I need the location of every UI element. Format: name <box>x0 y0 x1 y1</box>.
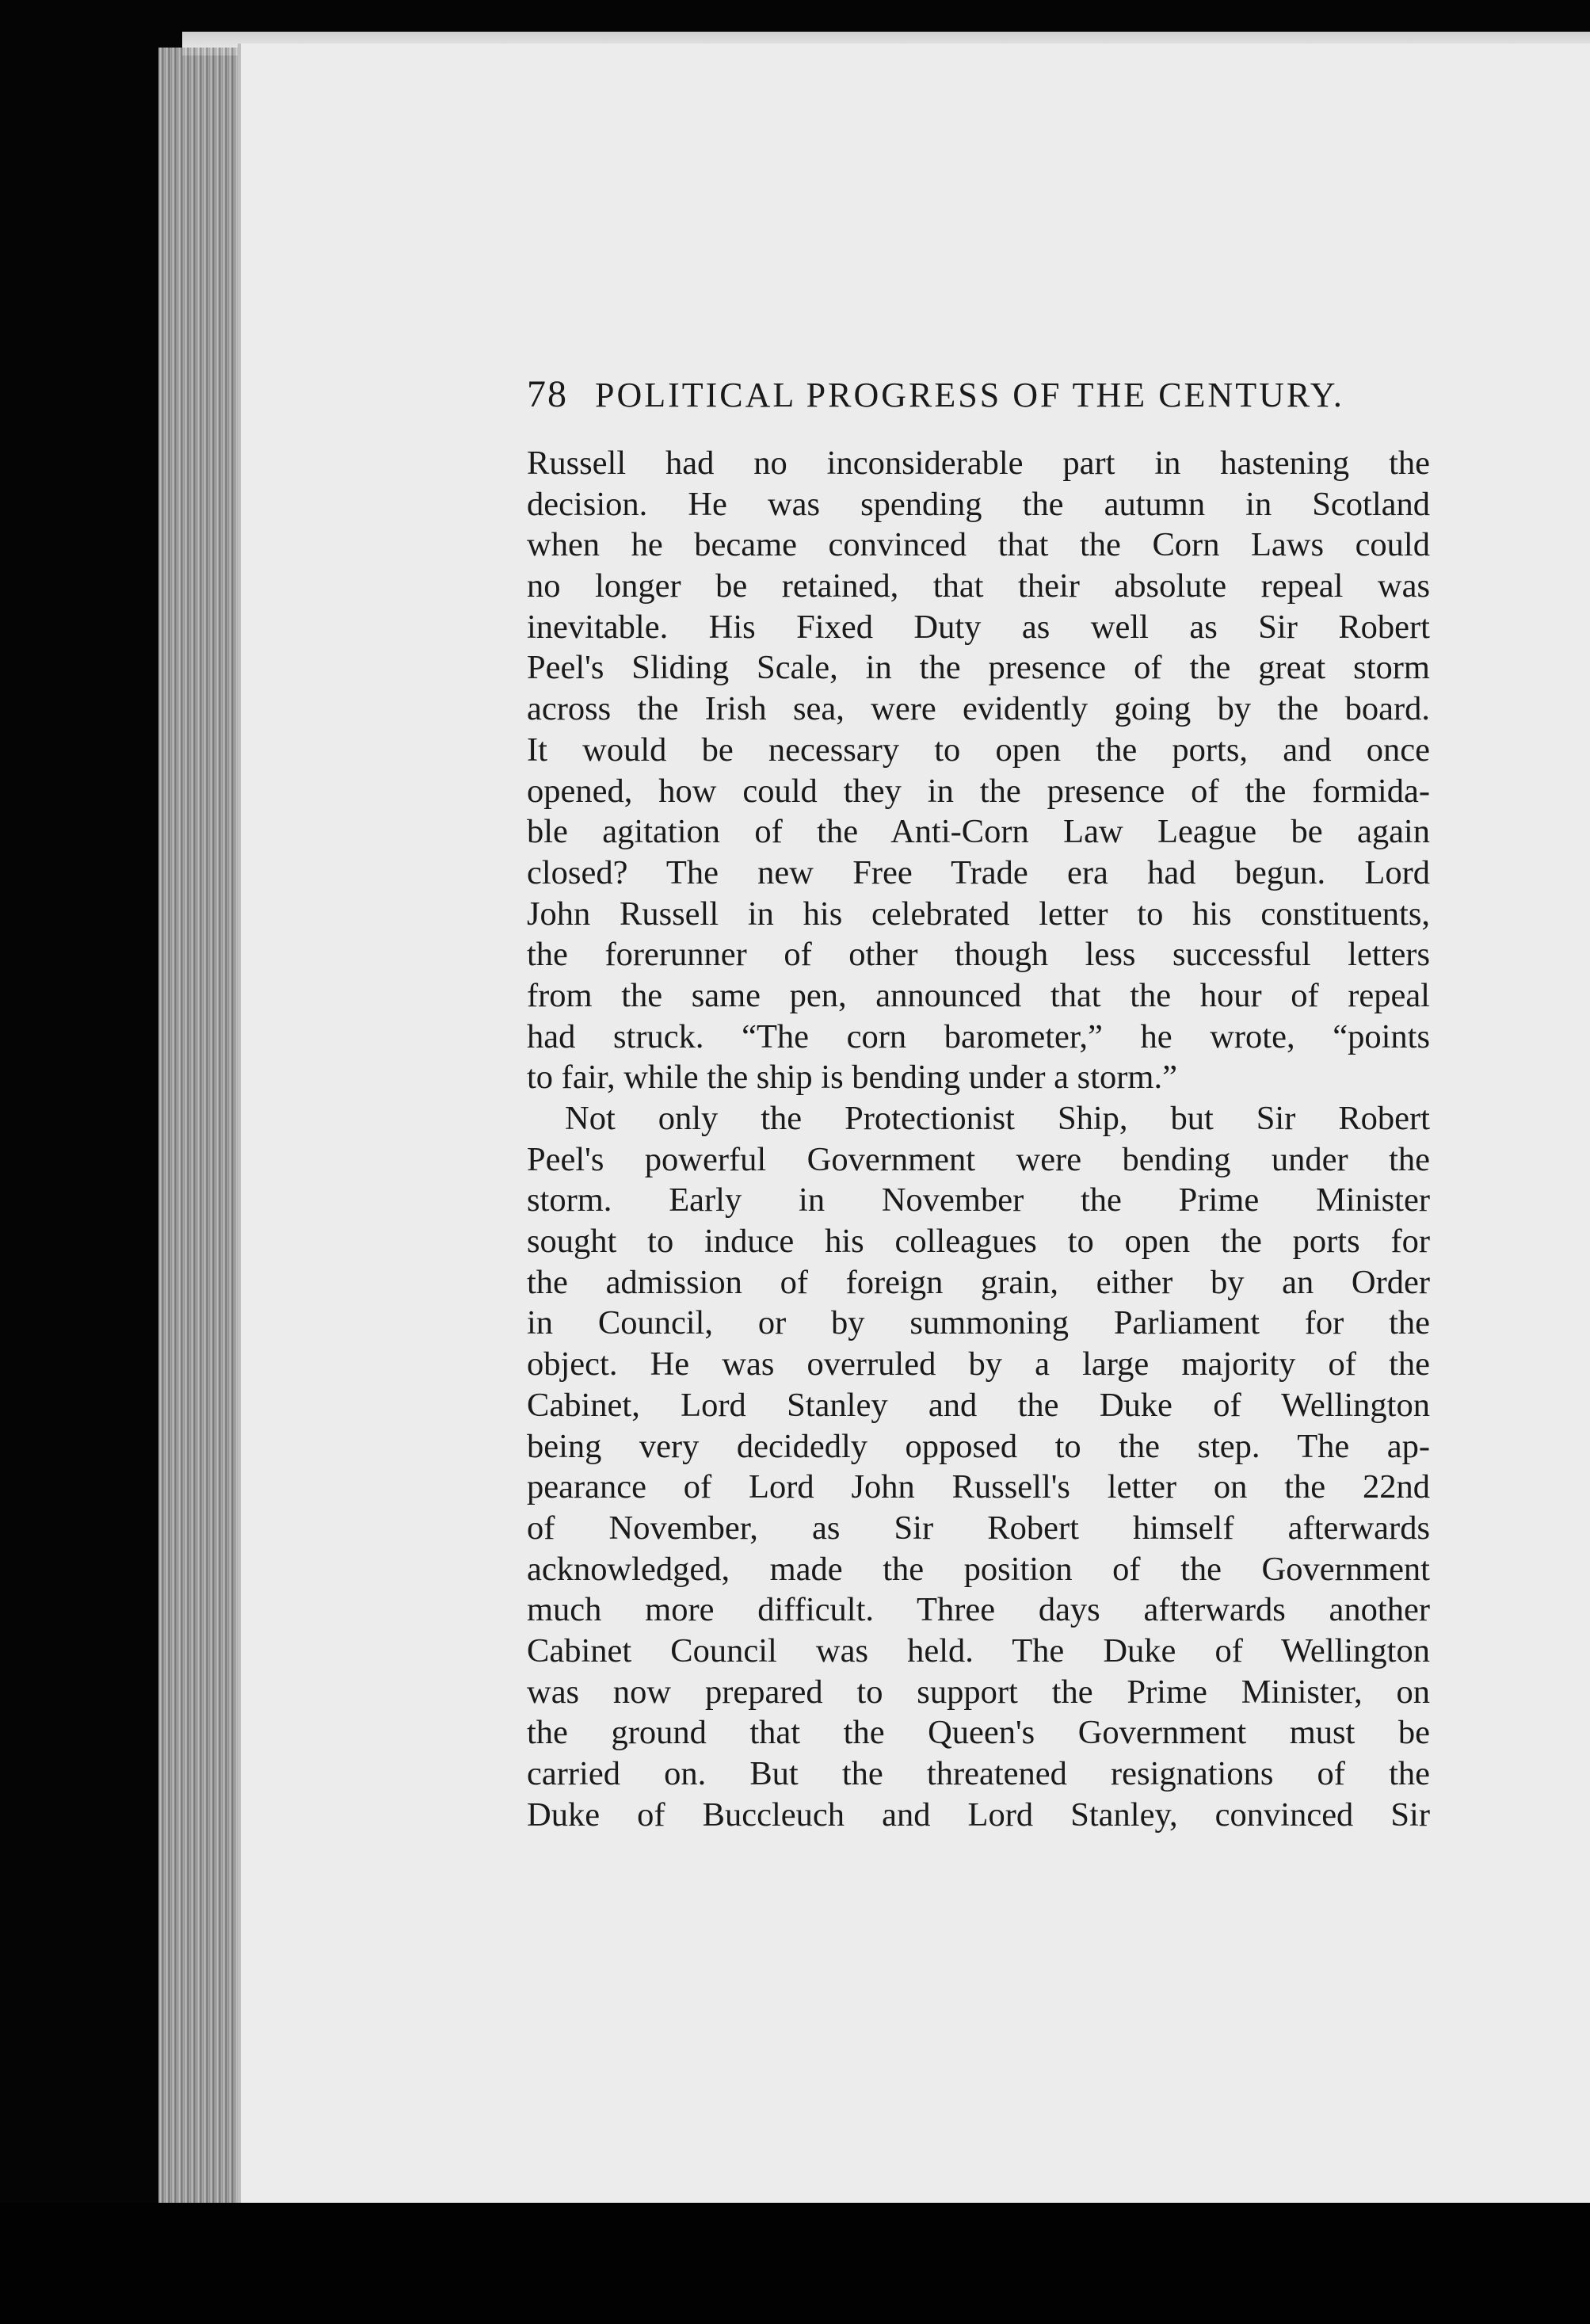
text-line: was now prepared to support the Prime Minister, on <box>527 1673 1430 1711</box>
running-head <box>527 372 1430 416</box>
text-line: John Russell in his celebrated letter to his constituents, <box>527 895 1430 933</box>
text-line: the admission of foreign grain, either by an Order <box>527 1263 1430 1301</box>
text-line: It would be necessary to open the ports, and once <box>527 731 1430 769</box>
text-line: in Council, or by summoning Parliament for the <box>527 1304 1430 1342</box>
text-line: object. He was overruled by a large majority of the <box>527 1345 1430 1383</box>
text-line: of November, as Sir Robert himself afterwards <box>527 1509 1430 1547</box>
text-line: pearance of Lord John Russell's letter on the 22nd <box>527 1468 1430 1506</box>
text-line: the forerunner of other though less successful letters <box>527 936 1430 974</box>
text-line: inevitable. His Fixed Duty as well as Sir Robert <box>527 608 1430 646</box>
text-line: carried on. But the threatened resignations of the <box>527 1755 1430 1792</box>
text-line: much more difficult. Three days afterwards another <box>527 1591 1430 1629</box>
text-line: from the same pen, announced that the hour of repeal <box>527 976 1430 1014</box>
text-line: being very decidedly opposed to the step. The ap- <box>527 1427 1430 1465</box>
text-line: to fair, while the ship is bending under a storm.” <box>527 1059 1177 1097</box>
text-line: sought to induce his colleagues to open the ports for <box>527 1223 1430 1261</box>
text-line: Not only the Protectionist Ship, but Sir Robert <box>565 1100 1430 1137</box>
text-line: Peel's powerful Government were bending under the <box>527 1140 1430 1178</box>
text-line: Russell had no inconsiderable part in hastening the <box>527 445 1430 482</box>
text-line: closed? The new Free Trade era had begun. Lord <box>527 853 1430 891</box>
text-line: Duke of Buccleuch and Lord Stanley, convinced Sir <box>527 1795 1430 1834</box>
running-head-title: POLITICAL PROGRESS OF THE CENTURY. <box>595 376 1344 414</box>
text-line: opened, how could they in the presence of the formida- <box>527 772 1430 810</box>
text-line: when he became convinced that the Corn Laws could <box>527 526 1430 564</box>
text-line: Peel's Sliding Scale, in the presence of the great storm <box>527 649 1430 687</box>
text-line: acknowledged, made the position of the Government <box>527 1550 1430 1588</box>
scan-bottom-margin <box>0 2203 1590 2324</box>
text-line: across the Irish sea, were evidently going by the board. <box>527 690 1430 728</box>
text-line: ble agitation of the Anti-Corn Law League be again <box>527 813 1430 851</box>
text-line: decision. He was spending the autumn in Scotland <box>527 485 1430 523</box>
book-page-edges <box>158 48 246 2203</box>
text-line: had struck. “The corn barometer,” he wrote, “points <box>527 1017 1430 1055</box>
page-text <box>527 372 1430 1835</box>
page-number: 78 <box>527 373 568 415</box>
text-line: no longer be retained, that their absolute repeal was <box>527 567 1430 605</box>
text-line: storm. Early in November the Prime Minister <box>527 1181 1430 1219</box>
text-line: Cabinet Council was held. The Duke of Wellington <box>527 1631 1430 1670</box>
paragraph <box>527 1098 1430 1835</box>
paragraph <box>527 443 1430 1098</box>
body-text <box>527 443 1430 1835</box>
text-line: the ground that the Queen's Government must be <box>527 1714 1430 1752</box>
text-line: Cabinet, Lord Stanley and the Duke of Wellington <box>527 1386 1430 1424</box>
